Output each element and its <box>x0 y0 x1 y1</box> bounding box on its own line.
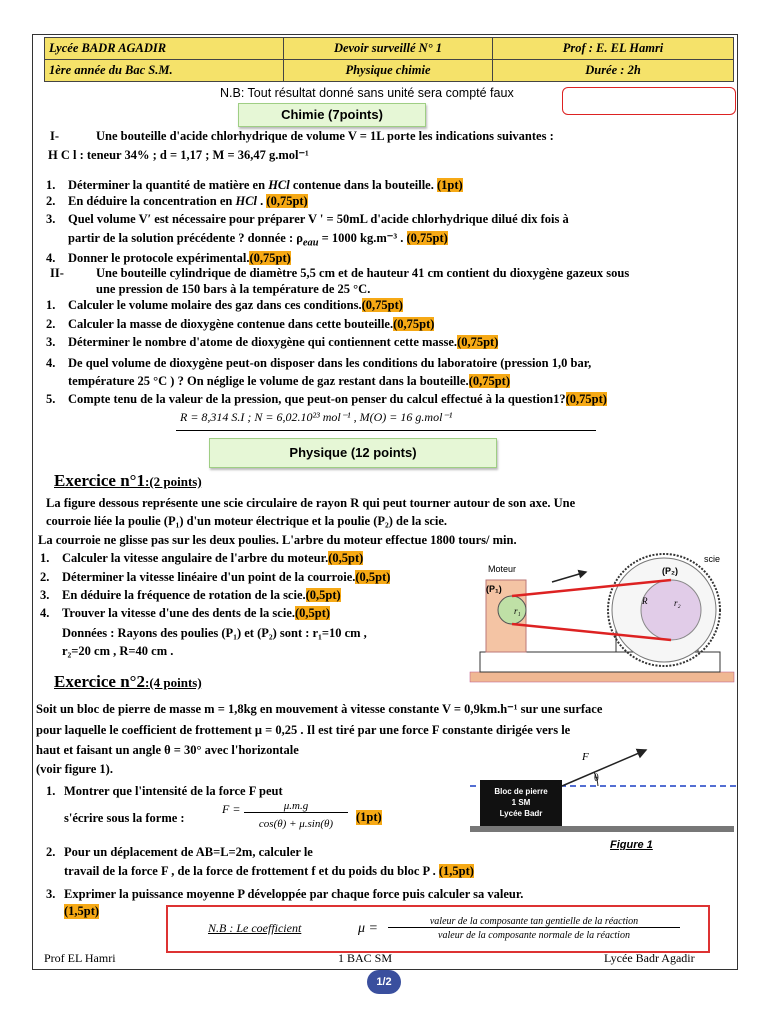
chem-q2: En déduire la concentration en HCl . (0,75pt) <box>68 194 308 208</box>
exo2-q2-line1: Pour un déplacement de AB=L=2m, calculer le <box>64 845 313 859</box>
footer-left: Prof EL Hamri <box>44 951 116 965</box>
exo2-q2-line2: travail de la force F , de la force de frottement f et du poids du bloc P . (1,5pt) <box>64 864 474 878</box>
p2-label: (P₂) <box>662 566 678 576</box>
constants: R = 8,314 S.I ; N = 6,02.10²³ mol⁻¹ , M(O) = 16 g.mol⁻¹ <box>180 410 453 424</box>
p2-q4-line2: température 25 °C ) ? On néglige le volume de gaz restant dans la bouteille.(0,75pt) <box>68 374 511 388</box>
figure-1 <box>470 742 736 850</box>
exo2-q3: Exprimer la puissance moyenne P développée par chaque force puis calculer sa valeur. <box>64 887 524 901</box>
exo2-q1-points: (1pt) <box>356 810 382 824</box>
exo1-q4: Trouver la vitesse d'une des dents de la scie.(0,5pt) <box>62 606 331 620</box>
physique-section-title: Physique (12 points) <box>209 438 497 468</box>
subject: Physique chimie <box>284 60 493 82</box>
p2-q4-line1: De quel volume de dioxygène peut-on disposer dans les conditions du laboratoire (pression 1,0 bar, <box>68 356 592 370</box>
school-name: Lycée BADR AGADIR <box>45 38 284 60</box>
part1-label: I- <box>50 129 60 143</box>
chem-q3-line2: partir de la solution précédente ? donnée : $\rho_{eau} = 1000$ kg.m⁻³ . (0,75pt) <box>68 231 448 249</box>
page-number-badge: 1/2 <box>367 970 401 994</box>
nb-denominator: valeur de la composante normale de la réaction <box>438 930 630 941</box>
part1-data: H C l : teneur 34% ; d = 1,17 ; M = 36,47 g.mol⁻¹ <box>48 148 309 162</box>
p2-q2: Calculer la masse de dioxygène contenue dans cette bouteille.(0,75pt) <box>68 317 435 331</box>
p2-q3: Déterminer le nombre d'atome de dioxygène qui contiennent cette masse.(0,75pt) <box>68 335 499 349</box>
grade-box <box>562 87 736 115</box>
part2-intro: Une bouteille cylindrique de diamètre 5,5 cm et de hauteur 41 cm contient du dioxygène gazeux sous <box>96 266 630 280</box>
nb-numerator: valeur de la composante tan gentielle de la réaction <box>388 916 680 928</box>
footer-right: Lycée Badr Agadir <box>604 951 695 965</box>
exo1-data-1: Données : Rayons des poulies (P₁) et (P₂) sont : r₁=10 cm , <box>62 626 367 640</box>
exo1-intro-1: La figure dessous représente une scie circulaire de rayon R qui peut tourner autour de son axe. Une <box>46 496 576 510</box>
formula-denominator: cos(θ) + μ.sin(θ) <box>258 818 334 830</box>
duration: Durée : 2h <box>493 60 734 82</box>
saw-label: scie <box>704 554 721 564</box>
motor-label: Moteur <box>488 564 517 574</box>
chem-q1: Déterminer la quantité de matière en HCl contenue dans la bouteille. (1pt) <box>68 178 463 192</box>
block-text-1: Bloc de pierre <box>494 787 548 796</box>
block-text-3: Lycée Badr <box>499 809 543 818</box>
figure-caption: Figure 1 <box>610 839 653 850</box>
chem-q3-line1: Quel volume V′ est nécessaire pour préparer V ' = 50mL d'acide chlorhydrique dilué dix fois à <box>68 212 569 226</box>
exo2-line-2: pour laquelle le coefficient de frottement μ = 0,25 . Il est tiré par une force F constante dirigée vers le <box>36 723 571 737</box>
r1-label: r₁ <box>514 606 521 616</box>
chimie-section-title: Chimie (7points) <box>238 103 426 127</box>
exo1-q3: En déduire la fréquence de rotation de la scie.(0,5pt) <box>62 588 341 602</box>
exo2-line-3: haut et faisant un angle θ = 30° avec l'horizontale <box>36 743 299 757</box>
block-text-2: 1 SM <box>511 798 531 807</box>
exo1-title: Exercice n°1:(2 points) <box>54 471 202 490</box>
exo1-q1: Calculer la vitesse angulaire de l'arbre du moteur.(0,5pt) <box>62 551 364 565</box>
nb-label: N.B : Le coefficient <box>208 921 302 935</box>
p2-q5: Compte tenu de la valeur de la pression, que peut-on penser du calcul effectué à la question1?(0,75pt) <box>68 392 607 406</box>
exo2-line-1: Soit un bloc de pierre de masse m = 1,8kg en mouvement à vitesse constante V = 0,9km.h⁻¹ sur une surface <box>36 702 603 716</box>
exo1-intro-2: courroie liée la poulie (P₁) d'un moteur électrique et la poulie (P₂) de la scie. <box>46 514 448 528</box>
force-label: F <box>582 751 589 763</box>
constants-rule <box>176 430 596 431</box>
exo1-q2: Déterminer la vitesse linéaire d'un point de la courroie.(0,5pt) <box>62 570 391 584</box>
p2-q1: Calculer le volume molaire des gaz dans ces conditions.(0,75pt) <box>68 298 403 312</box>
exo2-q3-points: (1,5pt) <box>64 904 100 918</box>
theta-label: θ <box>594 773 599 784</box>
nb-note: N.B: Tout résultat donné sans unité sera compté faux <box>220 86 514 100</box>
part2-label: II- <box>50 266 64 280</box>
p1-label: (P₁) <box>486 584 502 594</box>
exo2-line-4: (voir figure 1). <box>36 762 113 776</box>
part2-intro-2: une pression de 150 bars à la température de 25 °C. <box>96 282 371 296</box>
exo2-q1-line1: Montrer que l'intensité de la force F peut <box>64 784 283 798</box>
r2-label: r₂ <box>674 598 681 608</box>
class-level: 1ère année du Bac S.M. <box>45 60 284 82</box>
exo1-data-2: r₂=20 cm , R=40 cm . <box>62 644 174 658</box>
exo1-intro-3: La courroie ne glisse pas sur les deux poulies. L'arbre du moteur effectue 1800 tours/ min. <box>38 533 517 547</box>
teacher-name: Prof : E. EL Hamri <box>493 38 734 60</box>
saw-figure <box>466 552 738 684</box>
exo2-title: Exercice n°2:(4 points) <box>54 672 202 691</box>
exam-title: Devoir surveillé N° 1 <box>284 38 493 60</box>
exam-header <box>44 37 734 82</box>
R-label: R <box>642 596 648 606</box>
exo2-q1-line2: s'écrire sous la forme : <box>64 811 185 825</box>
chem-q4: Donner le protocole expérimental.(0,75pt) <box>68 251 291 265</box>
formula-numerator: μ.m.g <box>244 800 348 813</box>
footer-center: 1 BAC SM <box>338 951 393 965</box>
part1-intro: Une bouteille d'acide chlorhydrique de volume V = 1L porte les indications suivantes : <box>96 129 554 143</box>
